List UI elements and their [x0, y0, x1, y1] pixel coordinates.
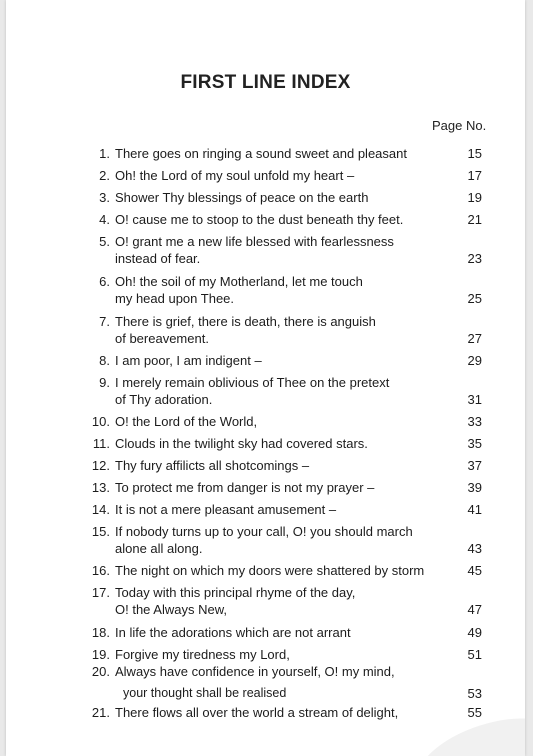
page-title: FIRST LINE INDEX	[180, 72, 351, 93]
entry-number: 7.	[99, 314, 110, 329]
entry-continuation-line: O! the Always New,	[115, 602, 227, 617]
entry-number: 13.	[91, 480, 110, 495]
entry-continuation-line: of Thy adoration.	[115, 392, 213, 407]
entry-first-line: Oh! the soil of my Motherland, let me touch	[115, 274, 363, 289]
entry-page-number: 43	[467, 541, 482, 556]
entry-number: 8.	[99, 353, 110, 368]
entry-first-line: The night on which my doors were shattered by storm	[115, 563, 425, 578]
entry-continuation-line: of bereavement.	[115, 331, 209, 346]
entry-page-number: 41	[467, 502, 482, 517]
entry-first-line: To protect me from danger is not my prayer –	[115, 480, 375, 495]
entry-page-number: 47	[467, 602, 482, 617]
entry-first-line: Forgive my tiredness my Lord,	[115, 647, 290, 662]
entry-first-line: There goes on ringing a sound sweet and pleasant	[115, 146, 407, 161]
entry-number: 20.	[91, 664, 110, 679]
entry-page-number: 27	[467, 331, 482, 346]
entry-first-line: I am poor, I am indigent –	[115, 353, 262, 368]
entry-first-line: If nobody turns up to your call, O! you should march	[115, 524, 413, 539]
entry-number: 11.	[92, 436, 110, 451]
entry-continuation-line: my head upon Thee.	[115, 291, 235, 306]
entry-page-number: 53	[467, 686, 482, 701]
document-page	[6, 0, 525, 756]
entry-first-line: O! the Lord of the World,	[115, 414, 258, 429]
entry-number: 16.	[91, 563, 110, 578]
entry-number: 12.	[91, 458, 110, 473]
entry-number: 3.	[99, 190, 110, 205]
entry-number: 1.	[99, 146, 110, 161]
entry-number: 19.	[91, 647, 110, 662]
entry-first-line: It is not a mere pleasant amusement –	[115, 502, 337, 517]
entry-continuation-line: alone all along.	[115, 541, 203, 556]
entry-page-number: 25	[467, 291, 482, 306]
entry-number: 5.	[99, 234, 110, 249]
entry-page-number: 21	[467, 212, 482, 227]
entry-first-line: Oh! the Lord of my soul unfold my heart –	[115, 168, 355, 183]
entry-first-line: Always have confidence in yourself, O! my mind,	[115, 664, 395, 679]
entry-number: 2.	[99, 168, 110, 183]
entry-page-number: 55	[467, 705, 482, 720]
entry-page-number: 33	[467, 414, 482, 429]
entry-number: 14.	[91, 502, 110, 517]
entry-page-number: 17	[467, 168, 482, 183]
entry-page-number: 39	[467, 480, 482, 495]
entry-first-line: O! grant me a new life blessed with fearlessness	[115, 234, 394, 249]
entry-number: 17.	[91, 585, 110, 600]
entry-page-number: 45	[467, 563, 482, 578]
entry-number: 9.	[99, 375, 110, 390]
page-number-column-header: Page No.	[432, 118, 487, 133]
entry-number: 21.	[91, 705, 110, 720]
entry-first-line: Clouds in the twilight sky had covered stars.	[115, 436, 368, 451]
entry-first-line: There flows all over the world a stream of delight,	[115, 705, 399, 720]
entry-first-line: Today with this principal rhyme of the day,	[115, 585, 356, 600]
entry-page-number: 29	[467, 353, 482, 368]
entry-number: 6.	[99, 274, 110, 289]
entry-first-line: Thy fury affilicts all shotcomings –	[115, 458, 310, 473]
entry-number: 15.	[91, 524, 110, 539]
entry-first-line: There is grief, there is death, there is anguish	[115, 314, 376, 329]
entry-continuation-line: your thought shall be realised	[123, 686, 287, 700]
entry-number: 4.	[99, 212, 110, 227]
entry-page-number: 51	[467, 647, 482, 662]
entry-first-line: I merely remain oblivious of Thee on the pretext	[115, 375, 390, 390]
entry-page-number: 31	[467, 392, 482, 407]
entry-page-number: 23	[467, 251, 482, 266]
entry-number: 10.	[91, 414, 110, 429]
first-line-index-list	[6, 0, 525, 756]
entry-first-line: O! cause me to stoop to the dust beneath thy feet.	[115, 212, 404, 227]
entry-page-number: 37	[467, 458, 482, 473]
entry-page-number: 19	[467, 190, 482, 205]
entry-page-number: 35	[467, 436, 482, 451]
entry-first-line: In life the adorations which are not arrant	[115, 625, 351, 640]
entry-page-number: 49	[467, 625, 482, 640]
entry-page-number: 15	[467, 146, 482, 161]
entry-first-line: Shower Thy blessings of peace on the earth	[115, 190, 369, 205]
entry-number: 18.	[91, 625, 110, 640]
entry-continuation-line: instead of fear.	[115, 251, 201, 266]
